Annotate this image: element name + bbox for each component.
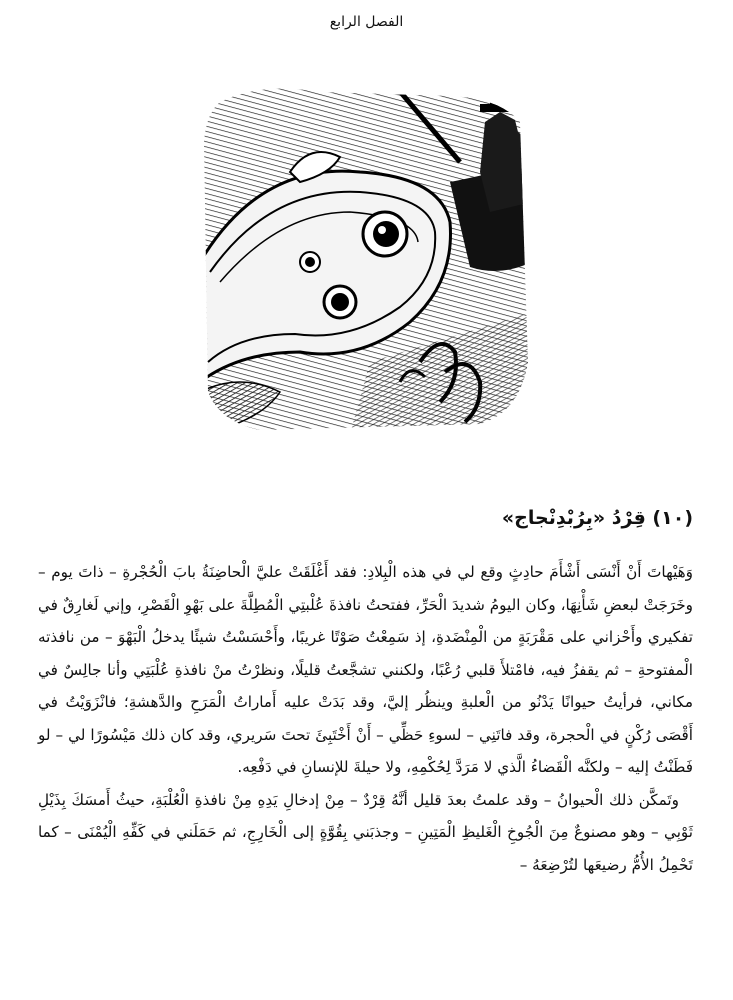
paragraph-1: وَهَيْهاتَ أَنْ أَنْسَى أَشْأَمَ حادِثٍ وقع لي في هذه الْبِلادِ: فقد أَغْلَقَتْ عليَّ الْحاضِنَةُ بابَ الْحُجْرةِ – ذاتَ يوم – وخَرَجَتْ لبعضِ شَأْنِهَا، وكان اليومُ شديدَ الْحَرِّ، ففتحتُ نافذةَ عُلْبتِي الْمُطِلَّةَ على بَهْوِ الْقَصْرِ، وإني لَغارِقٌ في تفكيري وأَحْزاني على مَقْرَبَةٍ من الْمِنْضَدةِ، إذ سَمِعْتُ صَوْتًا غريبًا، وأَحْسَسْتُ شيئًا يدخلُ الْبَهْوَ – من نافذته الْمفتوحةِ – ثم يقفزُ فيه، فامْتلأَ قلبي رُعْبًا، ولكنني تشجَّعتُ قليلًا، ونظرْتُ منْ نافذةِ عُلْبَتِي وأنا جالِسٌ في مكاني، فرأيتُ حيوانًا يَدْنُو من الْعلبةِ وينظُر إليَّ، وقد بَدَتْ عليه أَماراتُ الْمَرَحِ والدَّهشةِ؛ فانْزَوَيْتُ في أَقْصَى رُكْنٍ في الْحجرة، وقد فاتَنِي – لسوءِ حَظِّي – أَنْ أَخْتَبِئَ تحتَ سَريري، وقد كان ذلك مَيْسُورًا لي – لو فَطَنْتُ إليه – ولكنَّه الْقَضاءُ الَّذي لا مَرَدَّ لِحُكْمِهِ، ولا حيلةَ للإنسانِ في دَفْعِه.	[38, 563, 693, 776]
body-text	[38, 556, 693, 881]
running-header: الفصل الرابع	[329, 14, 404, 30]
engraving-illustration	[200, 62, 532, 434]
paragraph-2: وتَمكَّن ذلك الْحيوانُ – وقد علمتُ بعدَ قليل أنَّهُ قِرْدٌ – مِنْ إدخالِ يَدِهِ مِنْ نافذةِ الْعُلْبَةِ، حيثُ أَمسَكَ بِذَيْلِ ثَوْبِي – وهو مصنوعٌ مِنَ الْجُوخِ الْغَليظِ الْمَتِينِ – وجذبَني بِقُوَّةٍ إلى الْخَارِجِ، ثم حَمَلَني في كَفِّهِ الْيُمْنَى – كما تَحْمِلُ الأُمُّ رضيعَها لتُرْضِعَهُ –	[38, 790, 693, 874]
section-heading: (١٠) قِرْدُ «بِرُبْدِنْجاج»	[501, 507, 693, 529]
